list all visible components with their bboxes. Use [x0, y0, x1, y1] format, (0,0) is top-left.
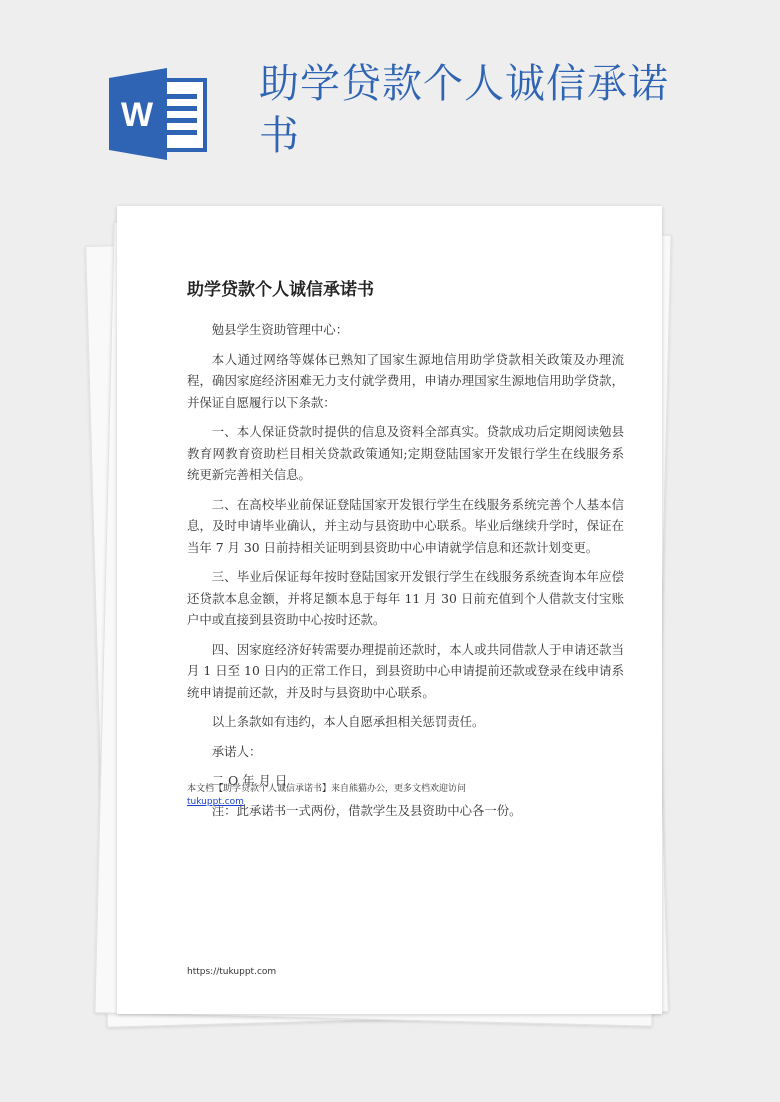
document-paragraph: 承诺人： — [211, 743, 262, 759]
document-paragraph: 注：此承诺书一式两份，借款学生及县资助中心各一份。 — [211, 802, 522, 818]
page-title: 助学贷款个人诚信承诺书 — [259, 61, 669, 159]
footer-url[interactable]: https://tukuppt.com — [187, 967, 277, 977]
document-body — [187, 319, 624, 829]
document-paragraph: 以上条款如有违约，本人自愿承担相关惩罚责任。 — [211, 714, 485, 729]
document-paragraph: 勉县学生资助管理中心： — [211, 322, 349, 337]
source-note-text: 本文档【助学贷款个人诚信承诺书】来自熊猫办公，更多文档欢迎访问 — [187, 784, 467, 794]
word-document-icon — [109, 68, 209, 160]
document-paragraph: 四、因家庭经济好转需要办理提前还款时，本人或共同借款人于申请还款当月 1 日至 10 日内的正常工作日，到县资助中心申请提前还款或登录在线申请系统申请提前还款，并及时与县资助中心联系。 — [187, 641, 624, 700]
document-paragraph: 一、本人保证贷款时提供的信息及资料全部真实。贷款成功后定期阅读勉县教育网教育资助栏目相关贷款政策通知;定期登陆国家开发银行学生在线服务系统更新完善相关信息。 — [187, 424, 624, 482]
document-paragraph: 二、在高校毕业前保证登陆国家开发银行学生在线服务系统完善个人基本信息，及时申请毕业确认，并主动与县资助中心联系。毕业后继续升学时，保证在当年 7 月 30 日前持相关证明到县资助中心申请就学信息和还款计划变更。 — [187, 496, 624, 555]
document-paragraph: 二 O 年 月 日 — [211, 773, 288, 788]
document-paragraph: 三、毕业后保证每年按时登陆国家开发银行学生在线服务系统查询本年应偿还贷款本息金额，并将足额本息于每年 11 月 30 日前充值到个人借款支付宝账户中或直接到县资助中心按时还款。 — [187, 569, 624, 627]
source-note — [187, 783, 617, 809]
source-link[interactable]: tukuppt.com — [187, 797, 244, 807]
document-paragraph: 本人通过网络等媒体已熟知了国家生源地信用助学贷款相关政策及办理流程，确因家庭经济困难无力支付就学费用，申请办理国家生源地信用助学贷款，并保证自愿履行以下条款： — [187, 351, 624, 410]
document-title: 助学贷款个人诚信承诺书 — [187, 280, 374, 300]
word-icon-letter: W — [120, 96, 154, 134]
